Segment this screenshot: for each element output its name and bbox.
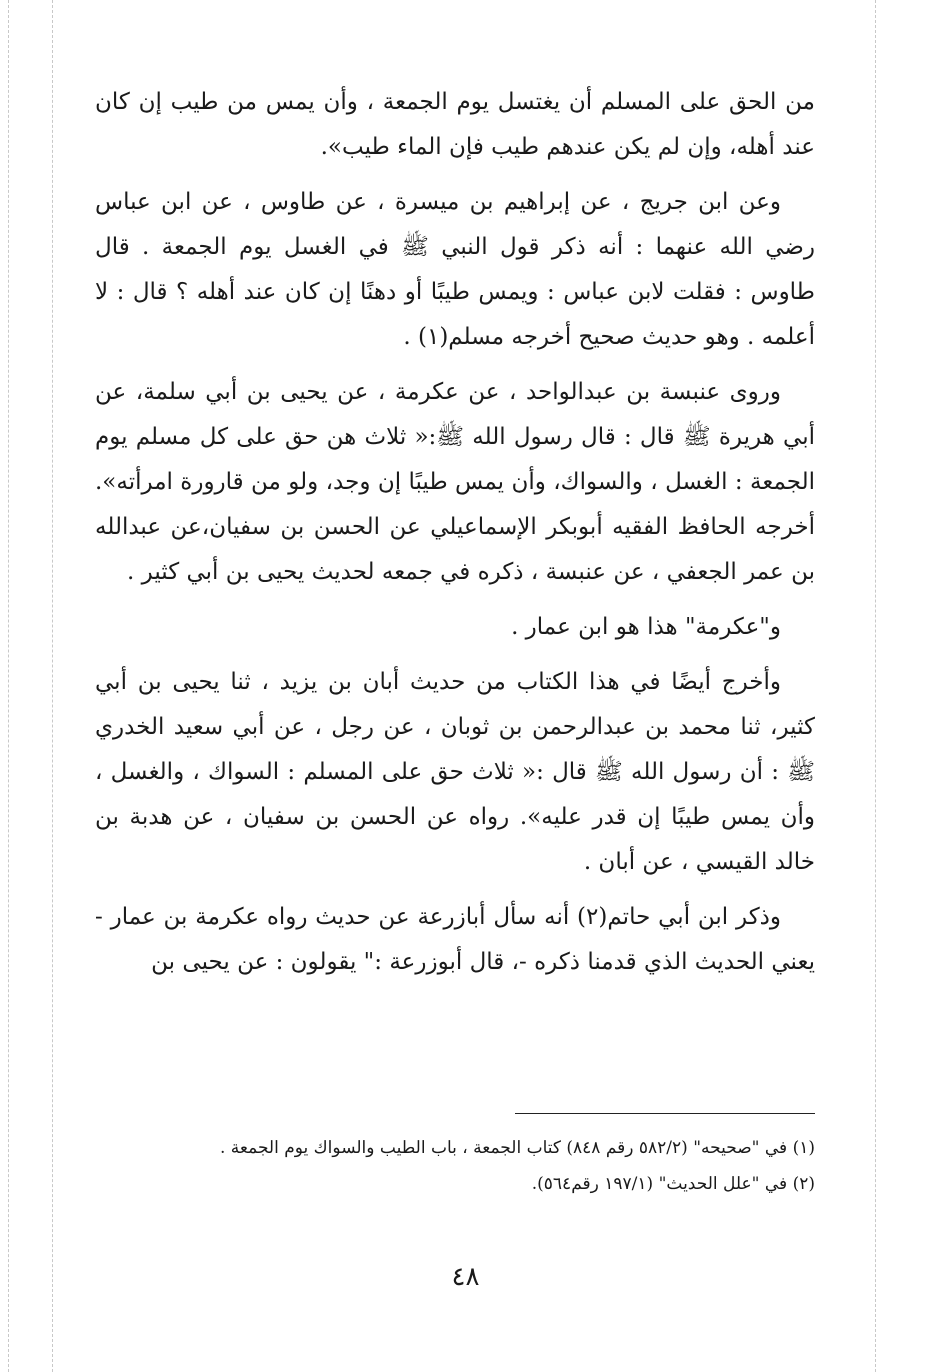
footnotes [95,1130,815,1202]
paragraph: وعن ابن جريج ، عن إبراهيم بن ميسرة ، عن طاوس ، عن ابن عباس رضي الله عنهما : أنه ذكر قول النبي ﷺ في الغسل يوم الجمعة . قال طاوس : فقلت لابن عباس : ويمس طيبًا أو دهنًا إن كان عند أهله ؟ قال : لا أعلمه . وهو حديث صحيح أخرجه مسلم(١) . [95,189,815,350]
body-text [95,80,815,995]
footnote-separator [515,1113,815,1114]
paragraph: وأخرج أيضًا في هذا الكتاب من حديث أبان بن يزيد ، ثنا يحيى بن أبي كثير، ثنا محمد بن عبدالرحمن بن ثوبان ، عن رجل ، عن أبي سعيد الخدري ﷺ : أن رسول الله ﷺ قال :« ثلاث حق على المسلم : السواك ، والغسل ، وأن يمس طيبًا إن قدر عليه». رواه عن الحسن بن سفيان ، عن هدبة بن خالد القيسي ، عن أبان . [95,669,815,875]
footnote: (٢) في "علل الحديث" (١٩٧/١ رقم٥٦٤). [531,1174,815,1194]
paragraph: وذكر ابن أبي حاتم(٢) أنه سأل أبازرعة عن حديث رواه عكرمة بن عمار - يعني الحديث الذي قدمنا ذكره -، قال أبوزرعة :" يقولون : عن يحيى بن [95,904,815,975]
scan-edge-line [875,0,876,1372]
page-number: ٤٨ [451,1262,480,1292]
scan-edge-line [52,0,53,1372]
paragraph: من الحق على المسلم أن يغتسل يوم الجمعة ، وأن يمس من طيب إن كان عند أهله، وإن لم يكن عندهم طيب فإن الماء طيب». [95,89,815,160]
paragraph: و"عكرمة" هذا هو ابن عمار . [511,614,781,640]
scan-edge-line [8,0,9,1372]
footnote: (١) في "صحيحه" (٥٨٢/٢ رقم ٨٤٨) كتاب الجمعة ، باب الطيب والسواك يوم الجمعة . [220,1138,815,1158]
paragraph: وروى عنبسة بن عبدالواحد ، عن عكرمة ، عن يحيى بن أبي سلمة، عن أبي هريرة ﷺ قال : قال رسول الله ﷺ:« ثلاث هن حق على كل مسلم يوم الجمعة : الغسل ، والسواك، وأن يمس طيبًا إن وجد، ولو من قارورة امرأته». أخرجه الحافظ الفقيه أبوبكر الإسماعيلي عن الحسن بن سفيان،عن عبدالله بن عمر الجعفي ، عن عنبسة ، ذكره في جمعه لحديث يحيى بن أبي كثير . [95,379,815,585]
